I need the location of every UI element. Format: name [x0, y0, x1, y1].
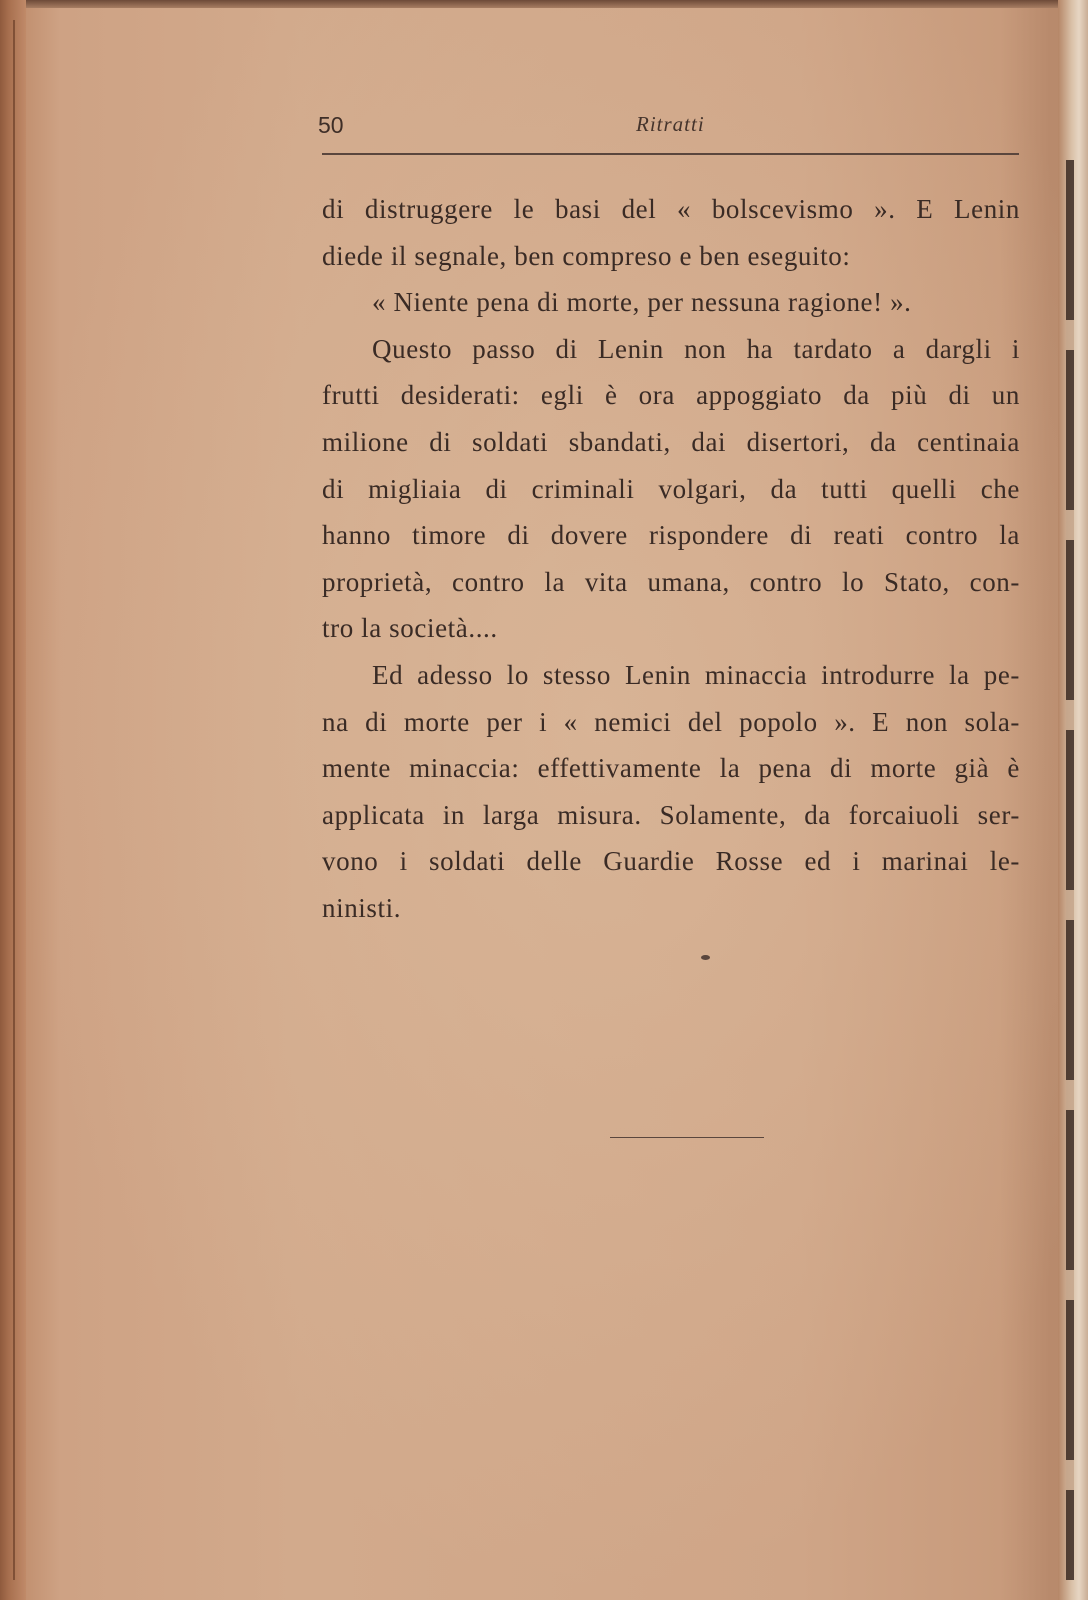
page-top-edge	[0, 0, 1088, 8]
page-number: 50	[318, 112, 344, 138]
text-line: hanno timore di dovere rispondere di reati contro la	[322, 520, 1020, 551]
text-line: vono i soldati delle Guardie Rosse ed i marinai le-	[322, 846, 1020, 877]
text-line: applicata in larga misura. Solamente, da forcaiuoli ser-	[322, 799, 1020, 830]
header-rule	[322, 153, 1019, 155]
text-line: mente minaccia: effettivamente la pena di morte già è	[322, 753, 1020, 784]
text-line: Questo passo di Lenin non ha tardato a dargli i	[372, 333, 1020, 364]
page-left-edge	[0, 0, 26, 1600]
text-line: Ed adesso lo stesso Lenin minaccia introdurre la pe-	[372, 659, 1020, 690]
page-header	[318, 108, 1020, 148]
text-line: frutti desiderati: egli è ora appoggiato da più di un	[322, 380, 1020, 411]
text-line: ninisti.	[322, 892, 402, 923]
text-line: di distruggere le basi del « bolscevismo ». E Lenin	[322, 194, 1020, 224]
text-line: di migliaia di criminali volgari, da tutti quelli che	[322, 473, 1020, 504]
end-rule	[610, 1137, 764, 1138]
text-line: na di morte per i « nemici del popolo ». E non sola-	[322, 706, 1020, 737]
body-text	[322, 186, 1020, 932]
text-line: diede il segnale, ben compreso e ben eseguito:	[322, 240, 851, 271]
text-line: tro la società....	[322, 613, 498, 644]
binding-strip	[1066, 160, 1074, 1580]
text-line: proprietà, contro la vita umana, contro lo Stato, con-	[322, 566, 1020, 597]
ink-speck	[701, 955, 710, 960]
running-title: Ritratti	[636, 112, 705, 136]
text-line: « Niente pena di morte, per nessuna ragione! ».	[372, 287, 912, 318]
text-line: milione di soldati sbandati, dai disertori, da centinaia	[322, 426, 1020, 457]
